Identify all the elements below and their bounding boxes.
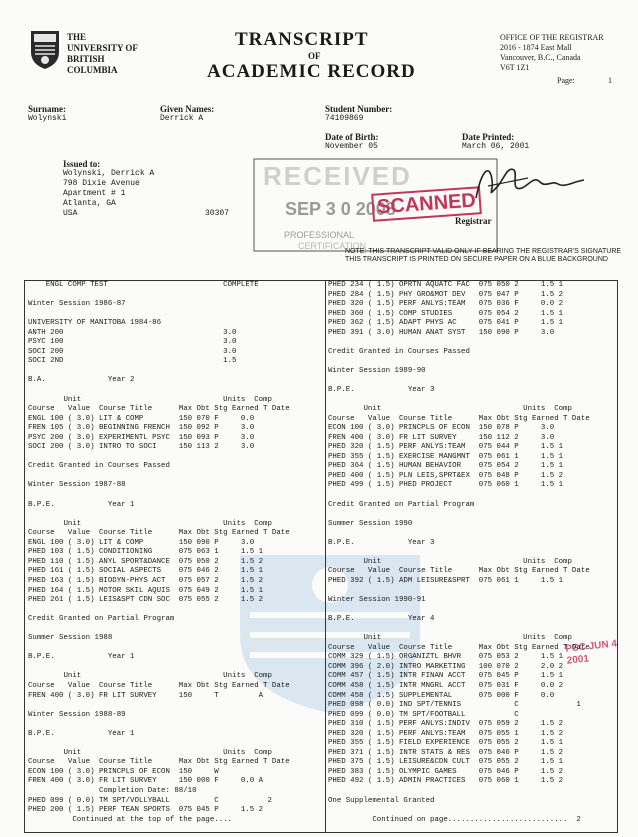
transcript-line: Unit Units Comp — [328, 557, 572, 566]
transcript-line: COMM 396 ( 2.0) INTRO MARKETING 100 070 2 2.0 2 — [328, 662, 564, 671]
transcript-line: Unit Units Comp — [328, 405, 572, 414]
registrar-signature — [468, 158, 588, 208]
transcript-line: ENGL COMP TEST COMPLETE — [28, 281, 259, 289]
transcript-line: Unit Units Comp — [28, 395, 272, 404]
office-line: V6T 1Z1 — [500, 63, 530, 72]
transcript-line: Winter Session 1986-87 — [28, 300, 126, 309]
transcript-line: PSYC 200 ( 3.0) EXPERIMENTL PSYC 150 093 P 3.0 — [28, 433, 255, 442]
transcript-line: Unit Units Comp — [28, 519, 272, 528]
transcript-line: Credit Granted in Courses Passed — [328, 347, 470, 356]
transcript-line: SOCI 2ND 1.5 — [28, 357, 237, 366]
transcript-line: PHED 492 ( 1.5) ADMIN PRACTICES 075 060 1 1.5 2 — [328, 777, 564, 786]
transcript-line — [28, 606, 290, 616]
transcript-line: COMM 457 ( 1.5) INTR FINAN ACCT 075 045 P 1.5 1 — [328, 672, 564, 681]
transcript-line: PHED 391 ( 3.0) HUMAN ANAT SYST 150 090 P 3.0 — [328, 328, 555, 337]
surname-value: Wolynski — [28, 114, 67, 123]
transcript-line: Course Value Course Title Max Obt Stg Earned T Date — [328, 643, 590, 652]
transcript-line: FREN 400 ( 3.0) FR LIT SURVEY 150 T A — [28, 691, 264, 700]
given-names-label: Given Names: — [160, 104, 215, 114]
student-number-value: 74109869 — [325, 114, 364, 123]
transcript-line: Continued on page........................... 2 — [328, 815, 581, 824]
transcript-line — [28, 739, 290, 749]
transcript-line: PHED 499 ( 1.5) PHED PROJECT 075 060 1 1.5 1 — [328, 481, 564, 490]
transcript-line — [28, 625, 290, 635]
transcript-line: PHED 098 ( 0.0) IND SPT/TENNIS C 1 — [328, 701, 581, 710]
transcript-line: ENGL 100 ( 3.0) LIT & COMP 150 070 F 0.0 — [28, 414, 255, 423]
transcript-line — [328, 548, 590, 558]
transcript-line: Credit Granted on Partial Program — [328, 500, 475, 509]
transcript-line: PHED 261 ( 1.5) LEIS&SPT CDN SOC 075 055 2 1.5 2 — [28, 596, 264, 605]
page-number: 1 — [608, 76, 612, 85]
transcript-line: SOCI 200 3.0 — [28, 347, 237, 356]
transcript-line — [328, 625, 590, 635]
transcript-line: Summer Session 1990 — [328, 519, 413, 528]
transcript-line: PHED 103 ( 1.5) CONDITIONING 075 063 1 1.5 1 — [28, 548, 264, 557]
transcript-line: PHED 099 ( 0.0) TM SPT/VOLLYBALL C 2 — [28, 796, 272, 805]
transcript-line — [28, 291, 290, 301]
scanned-stamp: SCANNED — [371, 186, 482, 222]
university-line: COLUMBIA — [67, 65, 118, 75]
transcript-line — [328, 376, 590, 386]
transcript-line — [328, 338, 590, 348]
transcript-line — [28, 472, 290, 482]
transcript-line: PHED 355 ( 1.5) FIELD EXPERIENCE 075 055 2 1.5 1 — [328, 739, 564, 748]
transcript-line: PHED 164 ( 1.5) MOTOR SKIL AQUIS 075 049 2 1.5 1 — [28, 586, 264, 595]
transcript-line: SOCI 200 ( 3.0) INTRO TO SOCI 150 113 2 3.0 — [28, 443, 255, 452]
transcript-line: PHED 392 ( 1.5) ADM LEISURE&SPRT 075 061 1 1.5 1 — [328, 576, 564, 585]
issued-line: Wolynski, Derrick A — [63, 169, 155, 178]
transcript-line — [328, 396, 590, 406]
ubc-crest-logo — [30, 30, 60, 70]
transcript-line — [328, 787, 590, 797]
psc-received-stamp: PSC JUN 4 2001 — [564, 638, 618, 667]
transcript-line — [328, 606, 590, 616]
transcript-line: B.P.E. Year 4 — [328, 615, 435, 624]
received-stamp-date: SEP 3 0 2008 — [285, 199, 396, 219]
note-line — [345, 248, 621, 264]
transcript-line: UNIVERSITY OF MANITOBA 1984-86 — [28, 319, 162, 328]
registrar-label: Registrar — [455, 216, 492, 226]
issued-line: Apartment # 1 — [63, 189, 126, 198]
transcript-line: PHED 163 ( 1.5) BIODYN-PHYS ACT 075 057 2 1.5 2 — [28, 576, 264, 585]
issued-line: 798 Dixie Avenue — [63, 179, 140, 188]
issued-to-label: Issued to: — [63, 159, 101, 169]
transcript-line — [28, 720, 290, 730]
transcript-line — [328, 357, 590, 367]
date-printed-label: Date Printed: — [462, 132, 515, 142]
transcript-line: Winter Session 1988-89 — [28, 710, 126, 719]
transcript-line: PHED 284 ( 1.5) PHY GRO&MOT DEV 075 047 P 1.5 2 — [328, 290, 564, 299]
office-line: OFFICE OF THE REGISTRAR — [500, 33, 604, 42]
office-line: Vancouver, B.C., Canada — [500, 53, 581, 62]
transcript-line: B.P.E. Year 1 — [28, 500, 135, 509]
professional-stamp: PROFESSIONAL — [284, 230, 355, 240]
issued-zip: 30307 — [205, 209, 230, 218]
document-title-of: OF — [308, 51, 321, 61]
transcript-line: PHED 161 ( 1.5) SOCIAL ASPECTS 075 046 2 1.5 1 — [28, 567, 264, 576]
university-line: THE — [67, 32, 87, 42]
transcript-line: Completion Date: 88/10 — [28, 786, 197, 795]
transcript-line: COMM 329 ( 1.5) ORGANIZTL BHVR 075 053 2 1.5 1 — [328, 653, 564, 662]
given-names-value: Derrick A — [160, 114, 204, 123]
transcript-line — [328, 529, 590, 539]
page-label: Page: — [557, 76, 575, 85]
transcript-line: FREN 400 ( 3.0) FR LIT SURVEY 150 000 F 0.0 A — [28, 777, 264, 786]
transcript-line — [328, 587, 590, 597]
left-course-column — [28, 281, 290, 825]
dob-value: November 05 — [325, 142, 378, 151]
transcript-line — [328, 806, 590, 816]
transcript-line: B.P.E. Year 1 — [28, 729, 135, 738]
transcript-line: B.A. Year 2 — [28, 376, 135, 385]
transcript-line: Course Value Course Title Max Obt Stg Earned T Date — [28, 758, 290, 767]
surname-label: Surname: — [28, 104, 66, 114]
transcript-line: PSYC 100 3.0 — [28, 338, 237, 347]
transcript-line: Course Value Course Title Max Obt Stg Earned T Date — [28, 529, 290, 538]
transcript-line: Course Value Course Title Max Obt Stg Earned T Date — [28, 681, 290, 690]
transcript-line: PHED 200 ( 1.5) PERF TEAN SPORTS 075 045 P 1.5 2 — [28, 806, 264, 815]
issued-line: USA — [63, 209, 78, 218]
transcript-line: PHED 371 ( 1.5) INTR STATS & RES 075 046 P 1.5 2 — [328, 748, 564, 757]
transcript-line: Course Value Course Title Max Obt Stg Earned T Date — [28, 405, 290, 414]
university-line: UNIVERSITY OF — [67, 43, 138, 53]
date-printed-value: March 06, 2001 — [462, 142, 530, 151]
transcript-line: PHED 310 ( 1.5) PERF ANLYS:INDIV 075 059 2 1.5 2 — [328, 720, 564, 729]
transcript-line: PHED 364 ( 1.5) HUMAN BEHAVIOR 075 054 2 1.5 1 — [328, 462, 564, 471]
transcript-line: PHED 375 ( 1.5) LEISURE&CDN CULT 075 055 2 1.5 1 — [328, 758, 564, 767]
issued-line: Atlanta, GA — [63, 199, 116, 208]
transcript-line — [28, 386, 290, 396]
document-title-line2: ACADEMIC RECORD — [207, 61, 416, 82]
transcript-line: Winter Session 1987-88 — [28, 481, 126, 490]
transcript-line: COMM 458 ( 1.5) INTR MNGRL ACCT 075 031 F 0.0 2 — [328, 681, 564, 690]
transcript-line: Unit Units Comp — [28, 672, 272, 681]
office-line: 2016 - 1874 East Mall — [500, 43, 572, 52]
transcript-line: PHED 355 ( 1.5) EXERCISE MANGMNT 075 061 1 1.5 1 — [328, 452, 564, 461]
transcript-line: Course Value Course Title Max Obt Stg Earned T Date — [328, 567, 590, 576]
transcript-line: B.P.E. Year 3 — [328, 386, 435, 395]
transcript-line — [28, 367, 290, 377]
transcript-line: PHED 320 ( 1.5) PERF ANLYS:TEAM 075 044 P 1.5 1 — [328, 443, 564, 452]
transcript-line: Credit Granted in Courses Passed — [28, 462, 170, 471]
transcript-line: Continued at the top of the page.... — [28, 815, 233, 824]
transcript-line: PHED 360 ( 1.5) COMP STUDIES 075 054 2 1.5 1 — [328, 309, 564, 318]
transcript-line: PHED 234 ( 1.5) OPRTN AQUATC FAC 075 050 2 1.5 1 — [328, 281, 564, 289]
transcript-line — [328, 510, 590, 520]
transcript-line: PHED 320 ( 1.5) PERF ANLYS:TEAM 075 036 F 0.0 2 — [328, 300, 564, 309]
transcript-line: One Supplemental Granted — [328, 796, 435, 805]
transcript-line: B.P.E. Year 3 — [328, 538, 435, 547]
transcript-line — [28, 491, 290, 501]
transcript-line: PHED 362 ( 1.5) ADAPT PHYS AC 075 041 P 1.5 1 — [328, 319, 564, 328]
transcript-line: Winter Session 1990-91 — [328, 596, 426, 605]
transcript-line: Unit Units Comp — [28, 748, 272, 757]
dob-label: Date of Birth: — [325, 132, 379, 142]
transcript-line: FREN 105 ( 3.0) BEGINNING FRENCH 150 092 P 3.0 — [28, 424, 255, 433]
transcript-line: COMM 458 ( 1.5) SUPPLEMENTAL 075 000 F 0.0 — [328, 691, 555, 700]
transcript-line: Unit Units Comp — [328, 634, 572, 643]
registrar-office-address — [500, 33, 635, 73]
transcript-line — [28, 510, 290, 520]
right-course-column — [328, 281, 590, 825]
transcript-line: FREN 400 ( 3.0) FR LIT SURVEY 150 112 2 3.0 — [328, 433, 555, 442]
transcript-line — [28, 310, 290, 320]
transcript-line: ENGL 100 ( 3.0) LIT & COMP 150 090 P 3.0 — [28, 538, 255, 547]
transcript-line: PHED 099 ( 0.0) TM SPT/FOOTBALL C — [328, 710, 519, 719]
note-text: THIS TRANSCRIPT IS PRINTED ON SECURE PAPER ON A BLUE BACKGROUND — [345, 256, 608, 263]
transcript-line: B.P.E. Year 1 — [28, 653, 135, 662]
certification-stamp: CERTIFICATION — [298, 241, 367, 251]
transcript-line — [328, 491, 590, 501]
transcript-line: ANTH 200 3.0 — [28, 328, 237, 337]
transcript-line — [28, 453, 290, 463]
column-divider — [325, 280, 326, 833]
transcript-line — [28, 663, 290, 673]
transcript-line: PHED 383 ( 1.5) OLYMPIC GAMES 075 046 P 1.5 2 — [328, 767, 564, 776]
note-text: NOTE: THIS TRANSCRIPT VALID ONLY IF BEARING THE REGISTRAR'S SIGNATURE — [345, 248, 622, 255]
transcript-line: ECON 100 ( 3.0) PRINCPLS OF ECON 150 W — [28, 767, 219, 776]
document-title-line1: TRANSCRIPT — [235, 29, 369, 50]
transcript-line: PHED 400 ( 1.5) PLN LEIS,SPRT&EX 075 048 P 1.5 2 — [328, 471, 564, 480]
transcript-line: Winter Session 1989-90 — [328, 366, 426, 375]
transcript-line — [28, 701, 290, 711]
received-stamp: RECEIVED — [263, 161, 412, 191]
transcript-line: Credit Granted on Partial Program — [28, 615, 175, 624]
transcript-line: ECON 100 ( 3.0) PRINCPLS OF ECON 150 078 P 3.0 — [328, 424, 555, 433]
transcript-line: PHED 110 ( 1.5) ANYL SPORT&DANCE 075 050 2 1.5 2 — [28, 557, 264, 566]
university-name — [67, 32, 187, 76]
transcript-line: Course Value Course Title Max Obt Stg Earned T Date — [328, 414, 590, 423]
student-number-label: Student Number: — [325, 104, 393, 114]
university-line: BRITISH — [67, 54, 105, 64]
transcript-line: PHED 320 ( 1.5) PERF ANLYS:TEAM 075 055 1 1.5 2 — [328, 729, 564, 738]
transcript-line: Summer Session 1988 — [28, 634, 113, 643]
transcript-line — [28, 644, 290, 654]
